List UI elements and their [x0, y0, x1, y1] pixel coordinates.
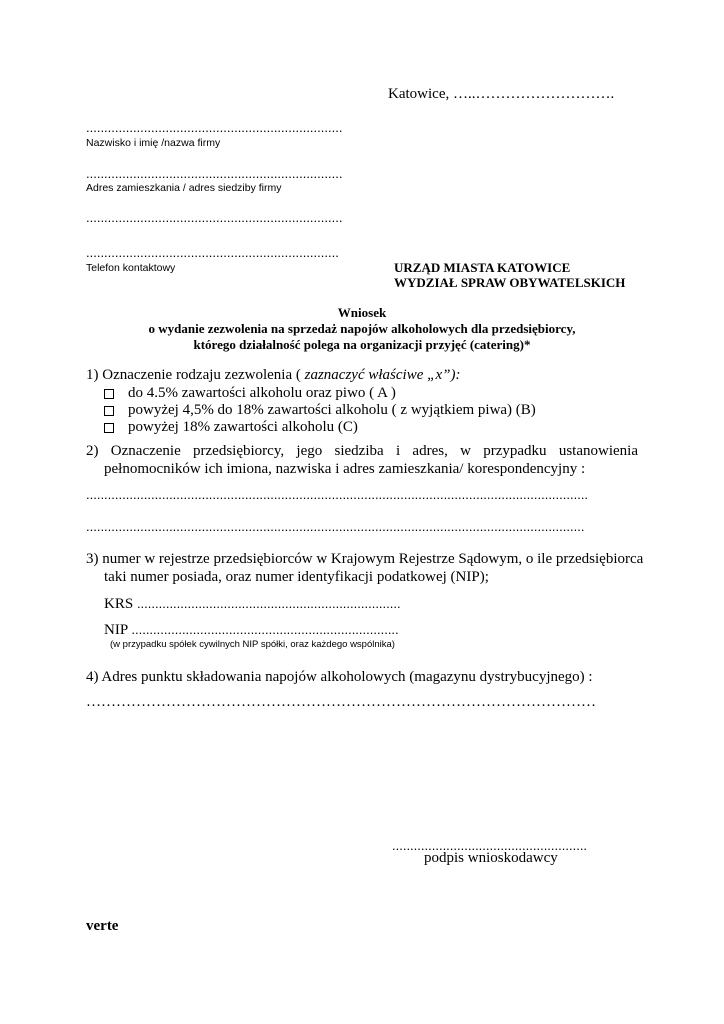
title-line-3: którego działalność polega na organizacji przyjęć (catering)* [193, 337, 531, 352]
section-3-line-2: taki numer posiada, oraz numer identyfikacji podatkowej (NIP); [104, 569, 489, 585]
section-1-heading-text: 1) Oznaczenie rodzaju zezwolenia ( [86, 367, 301, 383]
checkbox-c[interactable] [104, 423, 114, 433]
nip-field[interactable]: .......................................................................... [131, 622, 399, 637]
permit-option-a[interactable] [104, 385, 396, 402]
nip-note: (w przypadku spółek cywilnych NIP spółki, oraz każdego wspólnika) [110, 639, 395, 650]
verte-note: verte [86, 918, 119, 934]
office-name: URZĄD MIASTA KATOWICE [394, 260, 571, 275]
title-line-1: Wniosek [337, 305, 387, 320]
applicant-phone-label: Telefon kontaktowy [86, 262, 176, 274]
checkbox-a[interactable] [104, 389, 114, 399]
place-date-field[interactable]: Katowice, …..………………………. [388, 86, 615, 102]
permit-option-c-label: powyżej 18% zawartości alkoholu (C) [128, 419, 358, 435]
permit-option-a-label: do 4.5% zawartości alkoholu oraz piwo ( A ) [128, 385, 396, 401]
applicant-name-label: Nazwisko i imię /nazwa firmy [86, 137, 221, 149]
permit-option-b[interactable] [104, 402, 536, 419]
permit-option-b-label: powyżej 4,5% do 18% zawartości alkoholu ( z wyjątkiem piwa) (B) [128, 402, 536, 418]
applicant-address-label: Adres zamieszkania / adres siedziby firmy [86, 182, 282, 194]
section-2-line-1: 2) Oznaczenie przedsiębiorcy, jego siedziba i adres, w przypadku ustanowienia [86, 443, 638, 459]
signature-label: podpis wnioskodawcy [424, 850, 558, 866]
office-department: WYDZIAŁ SPRAW OBYWATELSKICH [394, 275, 626, 290]
section-4-field[interactable]: ………………………………………………………………………………………… [86, 694, 596, 710]
krs-field[interactable]: ......................................................................... [136, 596, 401, 611]
nip-row [104, 622, 399, 639]
section-2-field-1[interactable]: ........................................................................................................................................... [86, 487, 589, 502]
title-line-2: o wydanie zezwolenia na sprzedaż napojów alkoholowych dla przedsiębiorcy, [148, 321, 576, 336]
nip-label: NIP [104, 622, 128, 638]
permit-option-c[interactable] [104, 419, 358, 436]
applicant-name-field[interactable]: ....................................................................... [86, 120, 343, 135]
document-title [86, 305, 638, 353]
krs-row [104, 596, 401, 613]
applicant-phone-field[interactable]: ...................................................................... [86, 245, 339, 260]
section-2-line-2: pełnomocników ich imiona, nazwiska i adres zamieszkania/ korespondencyjny : [104, 461, 586, 477]
signature-field[interactable]: ...................................................... [392, 838, 588, 853]
section-3-line-1: 3) numer w rejestrze przedsiębiorców w Krajowym Rejestrze Sądowym, o ile przedsiębiorca [86, 551, 644, 567]
krs-label: KRS [104, 596, 134, 612]
section-4-line-1: 4) Adres punktu składowania napojów alkoholowych (magazynu dystrybucyjnego) : [86, 669, 593, 685]
checkbox-b[interactable] [104, 406, 114, 416]
applicant-address-field[interactable]: ....................................................................... [86, 166, 343, 181]
section-2-field-2[interactable]: .......................................................................................................................................... [86, 519, 585, 534]
section-1-heading-hint: zaznaczyć właściwe „x”): [300, 367, 461, 383]
applicant-extra-field[interactable]: ....................................................................... [86, 210, 343, 225]
section-1-heading [86, 367, 460, 384]
